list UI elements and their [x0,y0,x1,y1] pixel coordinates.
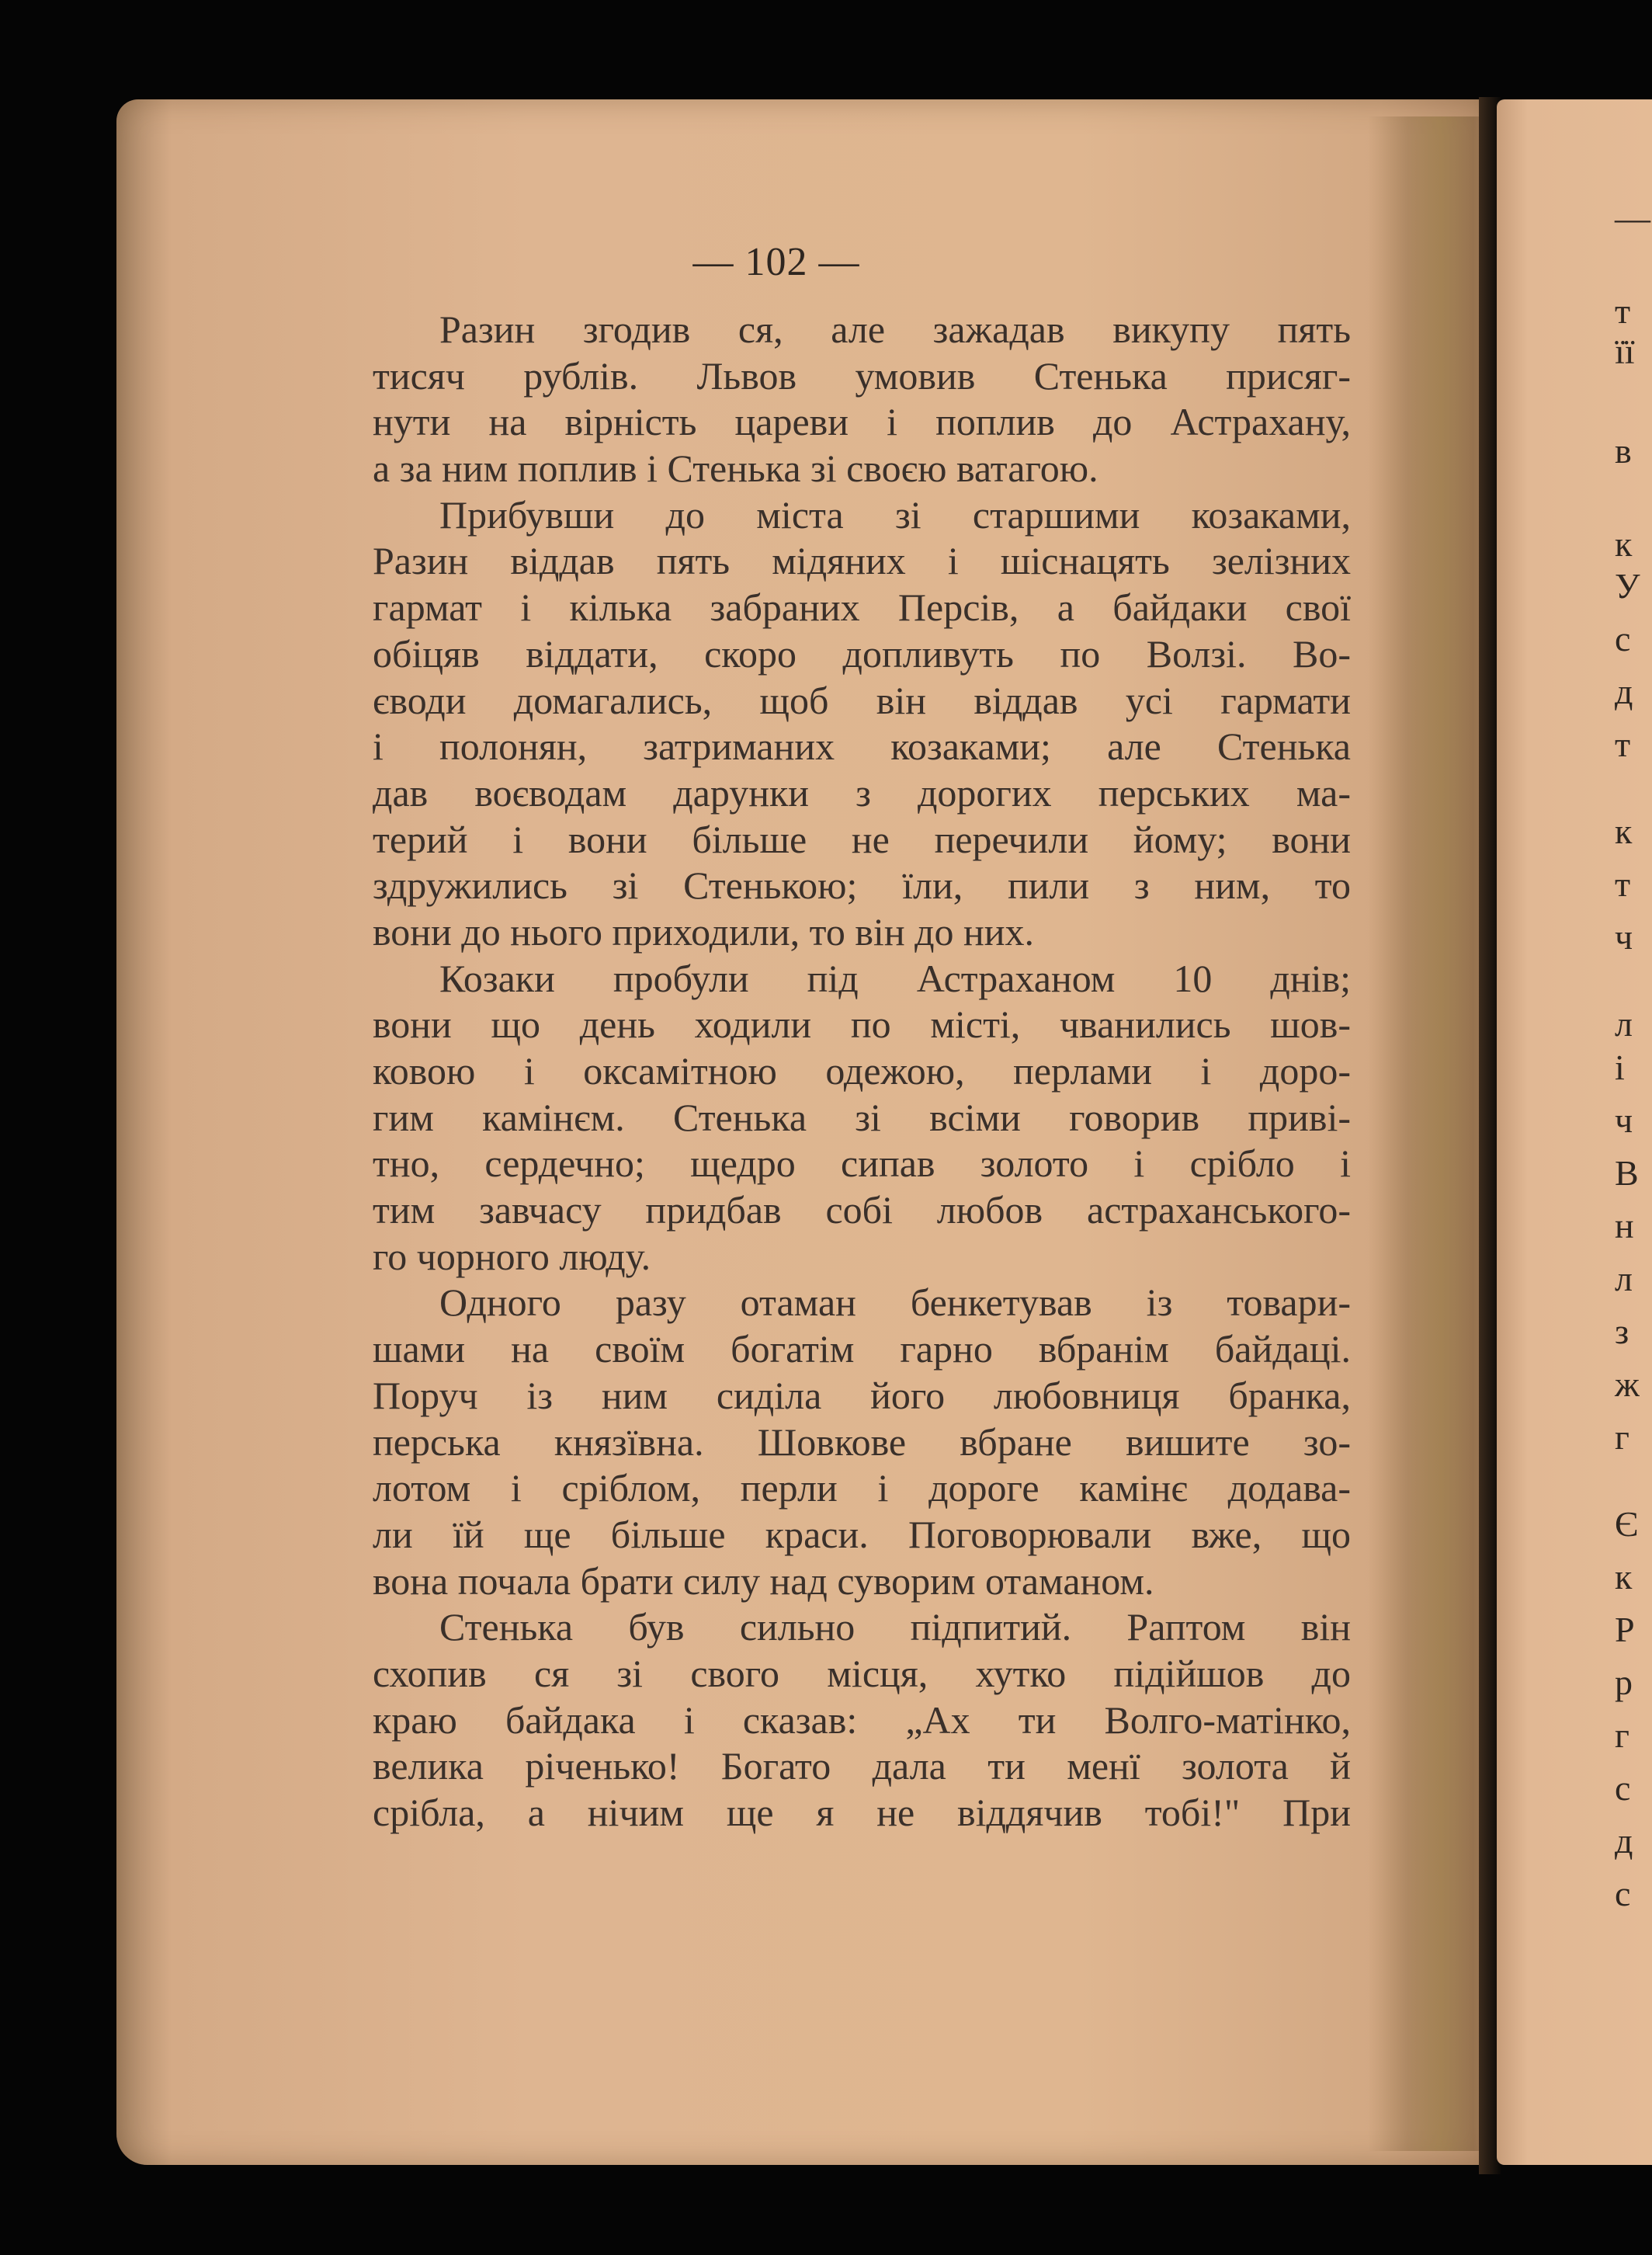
right-page-fragment: к [1615,811,1633,851]
text-line: Разин згодив ся, але зажадав викупу пять [439,308,1351,351]
text-line: тим завчасу придбав собі любов астраханського- [373,1188,1351,1232]
right-page-fragment: ч [1615,1100,1633,1140]
right-page-fragment: н [1615,1206,1634,1246]
text-line: ли їй ще більше краси. Поговорювали вже, що [373,1512,1351,1556]
text-line: вони до нього приходили, то він до них. [373,909,1035,954]
text-line: срібла, а нічим ще я не віддячив тобі!" При [373,1791,1351,1834]
right-page-fragment: в [1615,431,1632,471]
right-page-fragment: г [1615,1715,1629,1755]
text-line: краю байдака і сказав: „Ах ти Волго-матінко, [373,1697,1351,1742]
right-page-fragment: т [1615,724,1631,764]
right-page-fragment: ж [1615,1364,1640,1404]
right-page-fragment: Є [1615,1504,1639,1544]
text-line: обіцяв віддати, скоро допливуть по Волзі. Во- [373,631,1351,676]
right-page-fragment: с [1615,1768,1631,1808]
right-page-fragment: л [1615,1004,1633,1044]
text-line: тно, сердечно; щедро сипав золото і срібло і [373,1141,1351,1186]
right-page-fragment: і [1615,1048,1625,1087]
right-page-fragment: т [1615,864,1631,904]
text-line: велика річенько! Богато дала ти менї золота й [373,1744,1351,1788]
right-page-fragment: с [1615,619,1631,658]
text-line: вони що день ходили по місті, чванились шов- [373,1002,1351,1047]
right-page-fragment: Р [1615,1610,1635,1649]
right-page-fragment: к [1615,1557,1633,1597]
right-page-fragment: г [1615,1417,1629,1457]
text-line: вона почала брати силу над суворим отаманом. [373,1558,1154,1603]
body-text [373,307,1351,1836]
text-line: перська князївна. Шовкове вбране вишите зо- [373,1419,1351,1464]
right-page-fragment: р [1615,1663,1633,1702]
text-line: Стенька був сильно підпитий. Раптом він [439,1605,1351,1649]
right-page-fragment: з [1615,1312,1629,1351]
right-page-fragment: ч [1615,917,1633,957]
text-line: гим камінєм. Стенька зі всіми говорив приві- [373,1095,1351,1139]
text-line: а за ним поплив і Стенька зі своєю ватагою. [373,446,1098,491]
text-line: Поруч із ним сиділа його любовниця бранка, [373,1373,1351,1417]
page-number: — 102 — [692,240,860,284]
right-page-fragment: д [1615,672,1633,711]
text-line: нути на вірність цареви і поплив до Астрахану, [373,400,1351,444]
right-page-fragment: с [1615,1874,1631,1913]
text-line: лотом і сріблом, перли і дороге камінє додава- [373,1466,1351,1510]
right-page-fragment: — [1615,198,1650,238]
text-line: го чорного люду. [373,1234,651,1278]
text-line: шами на своїм богатім гарно вбранім байдаці. [373,1327,1351,1371]
text-line: і полонян, затриманих козаками; але Стенька [373,724,1351,769]
text-line: Прибувши до міста зі старшими козаками, [439,492,1351,537]
right-page-fragment: У [1615,566,1640,606]
text-line: Разин віддав пять мідяних і шіснацять зелізних [373,539,1351,583]
text-line: терий і вони більше не перечили йому; вони [373,817,1351,861]
right-page-fragment: В [1615,1153,1639,1193]
right-page-fragment: д [1615,1821,1633,1861]
text-line: Козаки пробули під Астраханом 10 днів; [439,956,1351,1000]
text-line: тисяч рублів. Львов умовив Стенька присяг- [373,353,1351,398]
right-page-fragment: її [1615,332,1635,371]
text-line: ковою і оксамітною одежою, перлами і доро- [373,1049,1351,1093]
text-line: гармат і кілька забраних Персів, а байдаки свої [373,585,1351,630]
text-line: єводи домагались, щоб він віддав усі гармати [373,678,1351,722]
text-line: Одного разу отаман бенкетував із товари- [439,1280,1351,1325]
text-line: здружились зі Стенькою; їли, пили з ним, то [373,863,1351,908]
right-page-fragment: т [1615,291,1631,331]
text-line: схопив ся зі свого місця, хутко підійшов до [373,1651,1351,1695]
right-page-fragment: л [1615,1259,1633,1298]
text-line: дав воєводам дарунки з дорогих перських ма- [373,770,1351,815]
right-page-fragment: к [1615,524,1633,564]
